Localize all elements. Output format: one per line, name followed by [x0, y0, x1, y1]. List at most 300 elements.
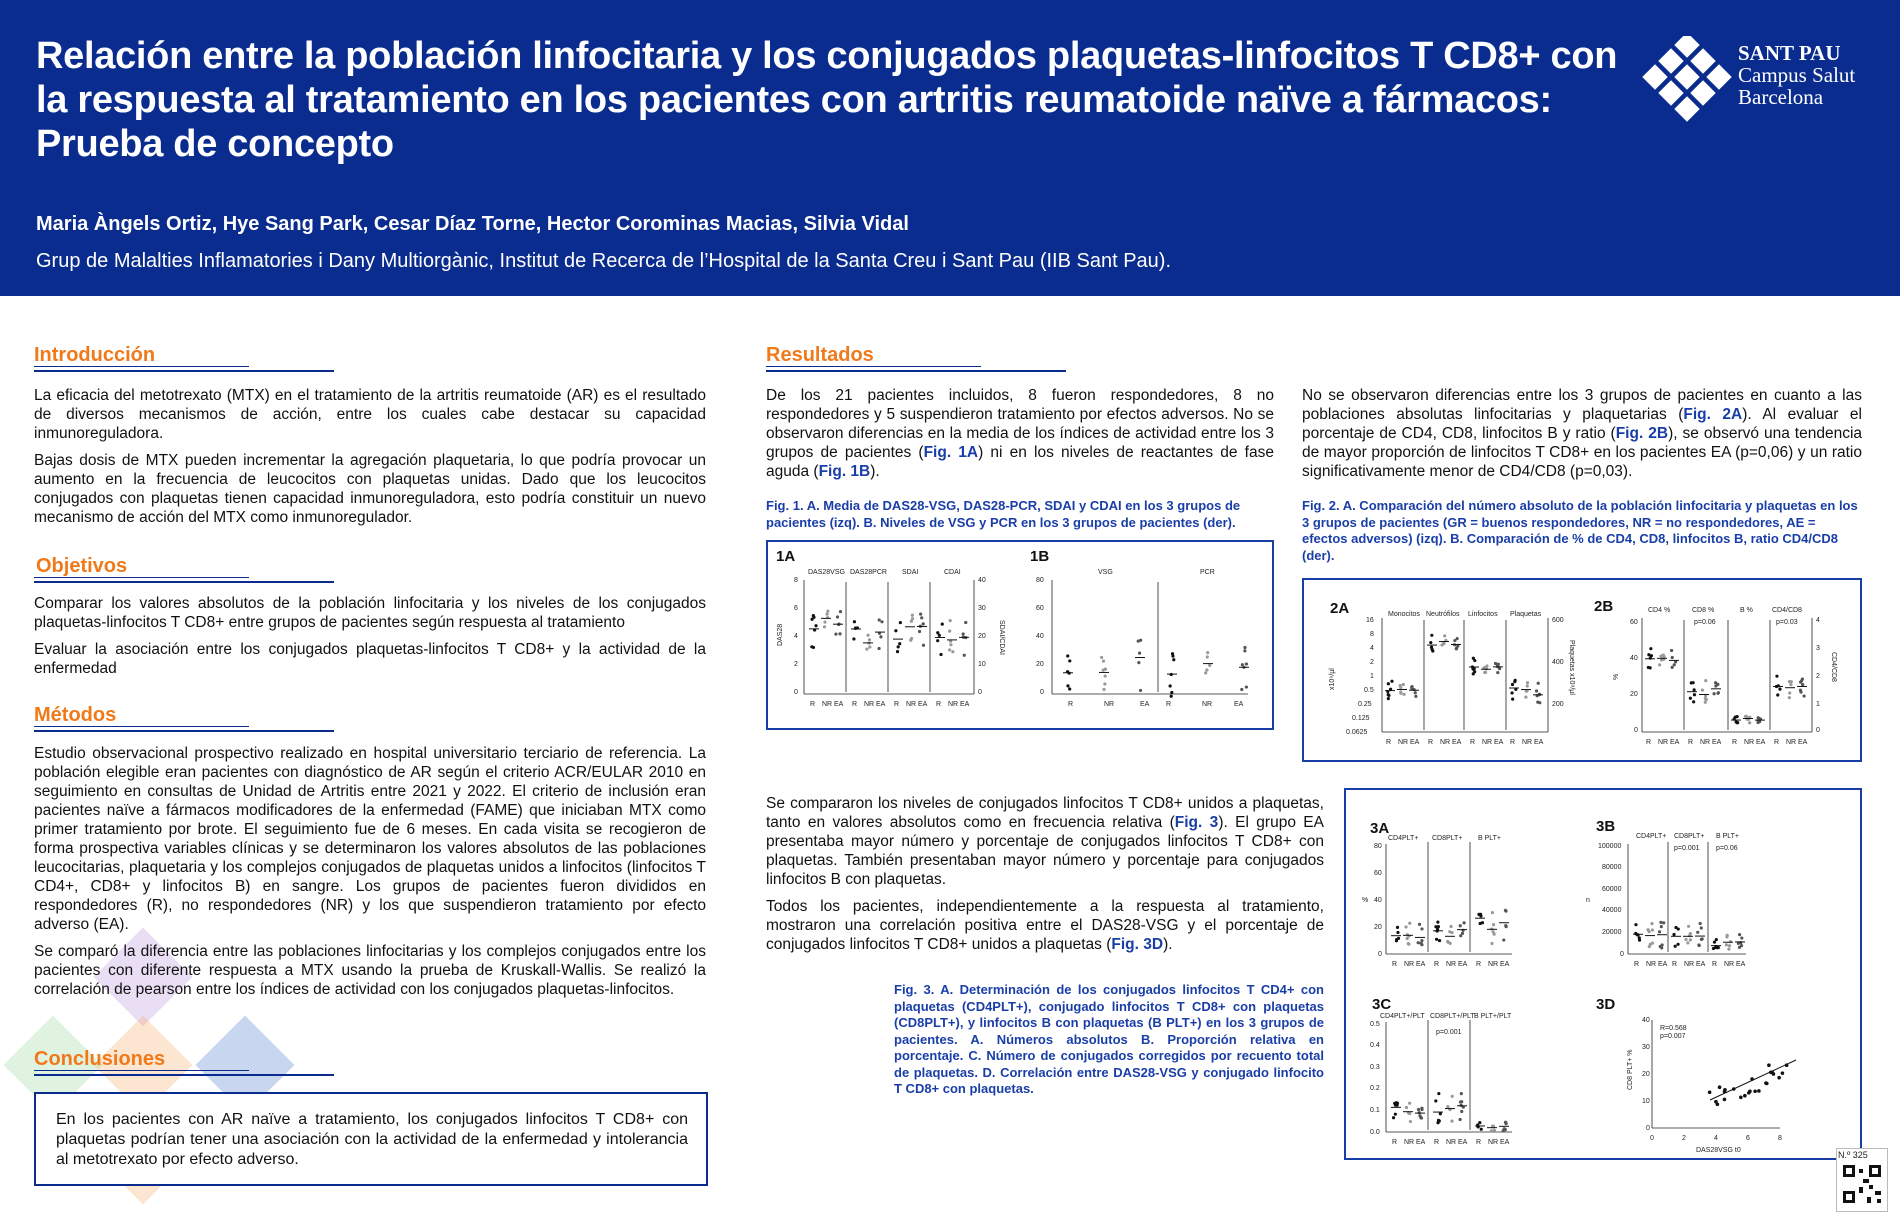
scatter-point [1743, 1094, 1747, 1098]
x-category-label: R [1476, 961, 1482, 968]
scatter-point [1396, 926, 1399, 929]
scatter-point [1492, 930, 1495, 933]
scatter-point [1396, 931, 1399, 934]
x-category-label: R [1774, 739, 1780, 746]
x-category-label: R [1434, 1139, 1440, 1146]
scatter-point [1241, 663, 1244, 666]
x-category-label: R [1646, 739, 1652, 746]
f3b-ylabel: n [1586, 897, 1590, 904]
x-category-label: NR [1684, 961, 1695, 968]
scatter-point [1417, 941, 1420, 944]
introduccion-heading: Introducción [34, 344, 156, 366]
scatter-point [1418, 923, 1421, 926]
f2a-ytick: 1 [1370, 673, 1374, 680]
figure-2a-label: 2A [1330, 600, 1350, 617]
scatter-point [1778, 688, 1781, 691]
scatter-point [1726, 934, 1729, 937]
resultados-heading: Resultados [766, 344, 874, 366]
metodos-paragraph-1: Estudio observacional prospectivo realizado en hospital universitario terciario de referencia. La población elegible eran pacientes con diagnóstico de AR según el criterio ACR/EULAR 2010 en seguimiento en consultas de Unidad de Artritis entre 2021 y 2022. El criterio de inclusión eran pacientes naïve a fármacos modificadores de la enfermedad (FAME) que iniciaban MTX como primer tratamiento por brote. El seguimiento fue de 6 meses. En cada visita se recogieron de forma prospectiva variables clínicas y se determinaron los valores absolutos de las poblaciones leucocitarias, plaquetaria y los complejos conjugados de plaquetas unidos a linfocitos (linfocitos T CD4+, CD8+ y linfocitos B) en sangre. Los grupos de pacientes fueron divididos en respondedores (R), no respondedores (NR) y los que suspendieron tratamiento por efecto adverso (EA). [34, 745, 706, 933]
scatter-point [1102, 669, 1105, 672]
scatter-point [1700, 926, 1703, 929]
scatter-point [1687, 925, 1690, 928]
scatter-point [1434, 925, 1437, 928]
scatter-point [1524, 696, 1527, 699]
x-category-label: EA [1756, 739, 1766, 746]
f2a-ytick-right: 600 [1552, 617, 1564, 624]
poster-title: Relación entre la población linfocitaria y los conjugados plaquetas-linfocitos T CD8+ con la respuesta al tratamiento en los pacientes con artritis reumatoide naïve a fármacos: Prueba de concepto [36, 35, 1618, 165]
figure-1a-label: 1A [776, 548, 796, 565]
x-category-label: R [1732, 739, 1738, 746]
scatter-point [1170, 695, 1173, 698]
x-category-label: R [1672, 961, 1678, 968]
scatter-point [1399, 684, 1402, 687]
scatter-point [1208, 664, 1211, 667]
scatter-point [1460, 1110, 1463, 1113]
scatter-point [1461, 932, 1464, 935]
scatter-point [1451, 1095, 1454, 1098]
logo-line-1: SANT PAU [1738, 41, 1841, 65]
scatter-point [1481, 921, 1484, 924]
figure-2-box [1302, 578, 1862, 762]
resultados-p2-text: No se observaron diferencias entre los 3 grupos de pacientes en cuanto a las poblaciones absolutas linfocitarias y plaquetarias ( [1302, 387, 1862, 423]
scatter-point [1772, 1072, 1776, 1076]
f2a-ytick: 0.0625 [1346, 729, 1368, 736]
x-category-label: EA [1798, 739, 1808, 746]
x-category-label: R [810, 701, 816, 708]
f2b-group-1: CD4 % [1648, 607, 1671, 614]
scatter-point [1788, 691, 1791, 694]
scatter-point [894, 629, 897, 632]
figure-1-box [766, 540, 1274, 730]
figure-1-chart [768, 542, 1272, 728]
f3c-pval-1: p=0.001 [1436, 1029, 1462, 1036]
scatter-point [1658, 663, 1661, 666]
f1a-ytick: 0 [794, 689, 798, 696]
scatter-point [948, 648, 951, 651]
scatter-point [911, 614, 914, 617]
scatter-point [1738, 933, 1741, 936]
scatter-point [1649, 647, 1652, 650]
x-category-label: NR [1646, 961, 1657, 968]
scatter-point [1689, 938, 1692, 941]
f1a-ytick: 4 [794, 633, 798, 640]
scatter-point [1443, 634, 1446, 637]
scatter-point [1459, 1118, 1462, 1121]
f2b-group-4: CD4/CD8 [1772, 607, 1802, 614]
f2b-ytick-right: 3 [1816, 645, 1820, 652]
scatter-point [1659, 921, 1662, 924]
scatter-point [1696, 931, 1699, 934]
resultados-p2-text: ). Al evaluar el porcentaje de CD4, CD8, linfocitos B y ratio ( [1302, 406, 1862, 442]
scatter-point [1671, 656, 1674, 659]
scatter-point [1485, 664, 1488, 667]
scatter-point [1450, 931, 1453, 934]
x-category-label: R [852, 701, 858, 708]
scatter-point [949, 619, 952, 622]
x-category-label: EA [1670, 739, 1680, 746]
scatter-point [1240, 688, 1243, 691]
scatter-point [1717, 691, 1720, 694]
f2a-ytick: 0.25 [1358, 701, 1372, 708]
f1a-ytick: 2 [794, 661, 798, 668]
f3a-ytick: 80 [1374, 843, 1382, 850]
f2b-group-3: B % [1740, 607, 1753, 614]
f1b-group-1: VSG [1098, 569, 1113, 576]
poster-affiliation: Grup de Malalties Inflamatories i Dany Multiorgànic, Institut de Recerca de l’Hospital de la Santa Creu i Sant Pau (IIB Sant Pau). [36, 250, 1171, 272]
scatter-point [878, 618, 881, 621]
x-category-label: EA [1534, 739, 1544, 746]
scatter-point [919, 612, 922, 615]
f1b-ytick: 40 [1036, 633, 1044, 640]
x-category-label: R [894, 701, 900, 708]
scatter-point [1420, 939, 1423, 942]
scatter-point [1066, 654, 1069, 657]
scatter-point [1387, 682, 1390, 685]
x-category-label: NR [1404, 961, 1415, 968]
resultados-p1-text: De los 21 pacientes incluidos, 8 fueron respondedores, 8 no respondedores y 5 suspendieron tratamiento por efectos adversos. No se observaron diferencias en la media de los índices de actividad entre los 3 grupos de pacientes ( [766, 387, 1274, 461]
scatter-point [868, 645, 871, 648]
metodos-paragraph-2: Se comparó la diferencia entre las poblaciones linfocitarias y los complejos conjugados entre los pacientes con diferente respuesta a MTX usando la prueba de Kruskall-Wallis. Se realizó la correlación de pearson entre los índices de actividad con los conjugados plaquetas-linfocitos. [34, 943, 706, 998]
scatter-point [1511, 698, 1514, 701]
scatter-point [1477, 913, 1480, 916]
x-category-label: EA [1416, 1139, 1426, 1146]
scatter-point [1686, 941, 1689, 944]
scatter-point [823, 625, 826, 628]
f2b-ytick: 0 [1634, 727, 1638, 734]
x-category-label: R [1428, 739, 1434, 746]
f3b-ytick: 0 [1620, 951, 1624, 958]
scatter-point [1744, 715, 1747, 718]
scatter-point [812, 616, 815, 619]
f3d-ylabel: CD8 PLT+ % [1627, 1049, 1634, 1090]
f1a-ytick-right: 30 [978, 605, 986, 612]
f2a-ytick: 16 [1366, 617, 1374, 624]
scatter-point [938, 634, 941, 637]
section-divider [34, 1074, 334, 1076]
x-category-label: NR [1446, 961, 1457, 968]
scatter-point [949, 643, 952, 646]
scatter-point [1535, 689, 1538, 692]
section-divider [34, 726, 249, 727]
x-category-label: NR [822, 701, 833, 708]
scatter-point [1689, 697, 1692, 700]
f1a-ytick-right: 20 [978, 633, 986, 640]
x-category-label: R [1166, 701, 1172, 708]
figure-3b-label: 3B [1596, 818, 1616, 835]
scatter-point [1243, 646, 1246, 649]
x-category-label: R [1712, 961, 1718, 968]
figure-3d-label: 3D [1596, 996, 1616, 1013]
section-divider [34, 370, 334, 372]
scatter-point [1789, 683, 1792, 686]
logo-line-2: Campus Salut [1738, 63, 1856, 87]
scatter-point [1392, 1116, 1395, 1119]
objetivos-item-1: Comparar los valores absolutos de la población linfocitaria y los niveles de los conjugados plaquetas-linfocitos T CD8+ entre grupos de pacientes según respuesta al tratamiento [34, 595, 706, 631]
scatter-point [1650, 922, 1653, 925]
scatter-point [1480, 1128, 1483, 1131]
scatter-point [1439, 1112, 1442, 1115]
scatter-point [866, 634, 869, 637]
x-category-label: NR [906, 701, 917, 708]
x-category-label: R [1476, 1139, 1482, 1146]
f1b-ytick: 20 [1036, 661, 1044, 668]
f3b-ytick: 40000 [1602, 907, 1622, 914]
section-divider [766, 370, 1066, 372]
fig3-reference: Fig. 3 [1174, 814, 1219, 831]
x-category-label: NR [1700, 739, 1711, 746]
f3c-group-1: CD4PLT+/PLT [1380, 1013, 1425, 1020]
scatter-point [1414, 695, 1417, 698]
scatter-point [826, 610, 829, 613]
scatter-point [1478, 1121, 1481, 1124]
f2b-ytick: 20 [1630, 691, 1638, 698]
introduccion-paragraph-2: Bajas dosis de MTX pueden incrementar la agregación plaquetaria, lo que podría provocar un aumento en la frecuencia de leucocitos con plaquetas unidas. Dado que los leucocitos conjugados con plaquetas tienen capacidad inmunoreguladora, esto podría constituir un nuevo mecanismo de acción del MTX como inmunoregulador. [34, 452, 706, 526]
scatter-point [1715, 938, 1718, 941]
scatter-point [838, 632, 841, 635]
f2b-ytick: 60 [1630, 619, 1638, 626]
fig1a-reference: Fig. 1A [923, 444, 979, 461]
x-category-label: NR [1488, 1139, 1499, 1146]
conclusiones-heading: Conclusiones [34, 1048, 166, 1070]
scatter-point [1496, 671, 1499, 674]
scatter-point [1725, 943, 1728, 946]
scatter-point [1638, 936, 1641, 939]
scatter-point [1705, 698, 1708, 701]
scatter-point [1674, 945, 1677, 948]
x-category-label: NR [1482, 739, 1493, 746]
x-category-label: NR [1398, 739, 1409, 746]
fig3-caption: Fig. 3. A. Determinación de los conjugados linfocitos T CD4+ con plaquetas (CD4PLT+), conjugado linfocitos T CD8+ con plaquetas (CD8PLT+), y linfocitos B con plaquetas (B PLT+) en los 3 grupos de pacientes. A. Números absolutos B. Proporción relativa en porcentaje. C. Número de conjugados corregidos por recuento total de plaquetas. D. Correlación entre DAS28-VSG y conjugado linfocito T CD8+ con plaquetas. [894, 982, 1324, 1096]
f2a-group-3: Linfocitos [1468, 611, 1498, 618]
scatter-point [1399, 690, 1402, 693]
x-category-label: EA [918, 701, 928, 708]
f1a-group-1: DAS28VSG [808, 569, 845, 576]
scatter-point [1750, 1077, 1754, 1081]
scatter-point [1801, 678, 1804, 681]
scatter-point [1170, 691, 1173, 694]
x-category-label: NR [1786, 739, 1797, 746]
figure-3c-label: 3C [1372, 996, 1392, 1013]
scatter-point [1396, 1102, 1399, 1105]
f1a-ylabel: DAS28 [777, 623, 784, 646]
scatter-point [1435, 938, 1438, 941]
scatter-point [1068, 659, 1071, 662]
scatter-point [1510, 691, 1513, 694]
scatter-point [1736, 721, 1739, 724]
fig1-caption: Fig. 1. A. Media de DAS28-VSG, DAS28-PCR, SDAI y CDAI en los 3 grupos de pacientes (izq). B. Niveles de VSG y PCR en los 3 grupos de pacientes (der). [766, 498, 1241, 530]
scatter-point [910, 637, 913, 640]
scatter-point [1651, 928, 1654, 931]
scatter-point [1206, 651, 1209, 654]
x-category-label: EA [1494, 739, 1504, 746]
f3d-ytick: 10 [1642, 1098, 1650, 1105]
scatter-point [812, 646, 815, 649]
x-category-label: R [1470, 739, 1476, 746]
scatter-point [1438, 939, 1441, 942]
poster-authors: Maria Àngels Ortiz, Hye Sang Park, Cesar Díaz Torne, Hector Corominas Macias, Silvia Vidal [36, 213, 909, 235]
f2a-ytick-right: 400 [1552, 659, 1564, 666]
x-category-label: EA [1712, 739, 1722, 746]
introduccion-paragraph-1: La eficacia del metotrexato (MTX) en el tratamiento de la artritis reumatoide (AR) es el resultado de diversos mecanismos de acción, entre los cuales cabe destacar su capacidad inmunoreguladora. [34, 387, 706, 442]
scatter-point [1402, 683, 1405, 686]
scatter-point [1790, 680, 1793, 683]
scatter-point [1102, 660, 1105, 663]
objetivos-text [34, 594, 706, 686]
f3d-xlabel: DAS28VSG t0 [1696, 1147, 1741, 1154]
f2b-pval-2: p=0.03 [1776, 619, 1798, 626]
f2a-ylabel-right: Plaquetas x10⁹/µl [1568, 640, 1575, 695]
x-category-label: EA [1458, 1139, 1468, 1146]
x-category-label: NR [1488, 961, 1499, 968]
resultados-p1-text: ) ni en los niveles de reactantes de fase aguda ( [766, 444, 1274, 480]
scatter-point [1102, 688, 1105, 691]
x-category-label: R [1434, 961, 1440, 968]
f2a-ytick: 0.5 [1364, 687, 1374, 694]
scatter-point [898, 642, 901, 645]
fig2a-reference: Fig. 2A [1683, 406, 1743, 423]
resultados-paragraph-1 [766, 386, 1274, 481]
f2a-ytick-right: 200 [1552, 701, 1564, 708]
scatter-point [1504, 1121, 1507, 1124]
scatter-point [1765, 1082, 1769, 1086]
scatter-point [1504, 909, 1507, 912]
poster-header [0, 0, 1900, 296]
scatter-point [1747, 1091, 1751, 1095]
x-category-label: NR [1522, 739, 1533, 746]
scatter-point [879, 635, 882, 638]
scatter-point [1785, 1063, 1789, 1067]
f2b-ytick-right: 2 [1816, 673, 1820, 680]
f2b-ylabel: % [1613, 673, 1620, 680]
f2a-group-4: Plaquetas [1510, 611, 1542, 618]
scatter-point [1472, 657, 1475, 660]
scatter-point [1781, 1071, 1785, 1075]
scatter-point [1740, 936, 1743, 939]
figure-3-chart [1346, 790, 1860, 1158]
scatter-point [1799, 689, 1802, 692]
x-category-label: EA [1458, 961, 1468, 968]
f1a-ylabel-right: SDAI/CDAI [998, 620, 1005, 656]
f2a-ytick: 4 [1370, 645, 1374, 652]
scatter-point [1430, 648, 1433, 651]
scatter-point [1674, 926, 1677, 929]
scatter-point [1701, 937, 1704, 940]
logo-line-3: Barcelona [1738, 85, 1824, 109]
scatter-point [1728, 944, 1731, 947]
scatter-point [1699, 922, 1702, 925]
scatter-point [1459, 924, 1462, 927]
f3b-group-3: B PLT+ [1716, 833, 1740, 840]
objetivos-heading: Objetivos [36, 555, 128, 577]
scatter-point [1100, 656, 1103, 659]
scatter-point [1420, 1116, 1423, 1119]
scatter-point [1455, 647, 1458, 650]
scatter-point [853, 620, 856, 623]
scatter-point [1788, 696, 1791, 699]
x-category-label: NR [1404, 1139, 1415, 1146]
scatter-point [1676, 943, 1679, 946]
scatter-point [1740, 944, 1743, 947]
scatter-point [1712, 692, 1715, 695]
scatter-point [1243, 649, 1246, 652]
x-category-label: EA [1234, 701, 1244, 708]
scatter-point [1408, 1102, 1411, 1105]
x-category-label: NR [1724, 961, 1735, 968]
resultados-p3-text: Se compararon los niveles de conjugados linfocitos T CD8+ unidos a plaquetas, tanto en valores absolutos como en frecuencia relativa ( [766, 795, 1324, 831]
scatter-point [1493, 1129, 1496, 1132]
scatter-point [1704, 679, 1707, 682]
f2b-pval-1: p=0.06 [1694, 619, 1716, 626]
scatter-point [1729, 940, 1732, 943]
f3c-ytick: 0.3 [1370, 1064, 1380, 1071]
f1b-ytick: 60 [1036, 605, 1044, 612]
scatter-point [1505, 925, 1508, 928]
scatter-point [1673, 663, 1676, 666]
scatter-point [1727, 947, 1730, 950]
x-category-label: EA [1452, 739, 1462, 746]
scatter-point [1497, 663, 1500, 666]
scatter-point [1661, 943, 1664, 946]
scatter-point [1430, 634, 1433, 637]
scatter-point [1502, 938, 1505, 941]
f3b-ytick: 80000 [1602, 864, 1622, 871]
scatter-point [936, 639, 939, 642]
f3c-group-3: B PLT+/PLT [1474, 1013, 1512, 1020]
x-category-label: EA [1500, 1139, 1510, 1146]
scatter-point [1757, 1089, 1761, 1093]
x-category-label: EA [960, 701, 970, 708]
scatter-point [1490, 942, 1493, 945]
f1a-ytick-right: 40 [978, 577, 986, 584]
f2b-ylabel-right: CD4/CD8 [1830, 652, 1837, 682]
conclusiones-box [34, 1092, 708, 1186]
scatter-point [1513, 680, 1516, 683]
f1a-group-2: DAS28PCR [850, 569, 887, 576]
scatter-point [854, 627, 857, 630]
scatter-point [1502, 1129, 1505, 1132]
introduccion-text [34, 386, 706, 535]
scatter-point [1462, 921, 1465, 924]
scatter-point [1404, 925, 1407, 928]
scatter-point [1446, 1105, 1449, 1108]
scatter-point [1066, 684, 1069, 687]
figure-3a-label: 3A [1370, 820, 1390, 837]
section-divider [34, 1070, 249, 1071]
scatter-point [1648, 930, 1651, 933]
f3c-ytick: 0.1 [1370, 1107, 1380, 1114]
scatter-point [1776, 693, 1779, 696]
scatter-point [1137, 640, 1140, 643]
metodos-text [34, 744, 706, 1007]
scatter-point [1395, 939, 1398, 942]
scatter-point [1459, 1100, 1462, 1103]
scatter-point [1172, 658, 1175, 661]
x-category-label: R [1634, 961, 1640, 968]
scatter-point [1491, 911, 1494, 914]
x-category-label: R [1510, 739, 1516, 746]
scatter-point [1718, 1085, 1722, 1089]
scatter-point [1714, 946, 1717, 949]
figure-2b-label: 2B [1594, 598, 1614, 615]
scatter-point [1205, 668, 1208, 671]
objetivos-item-2: Evaluar la asociación entre los conjugados plaquetas-linfocitos T CD8+ y la actividad de la enfermedad [34, 641, 706, 677]
scatter-point [814, 624, 817, 627]
f3c-ytick: 0.5 [1370, 1021, 1380, 1028]
scatter-point [1169, 684, 1172, 687]
f3c-ytick: 0.4 [1370, 1042, 1380, 1049]
scatter-point [1701, 689, 1704, 692]
f2b-ytick: 40 [1630, 655, 1638, 662]
